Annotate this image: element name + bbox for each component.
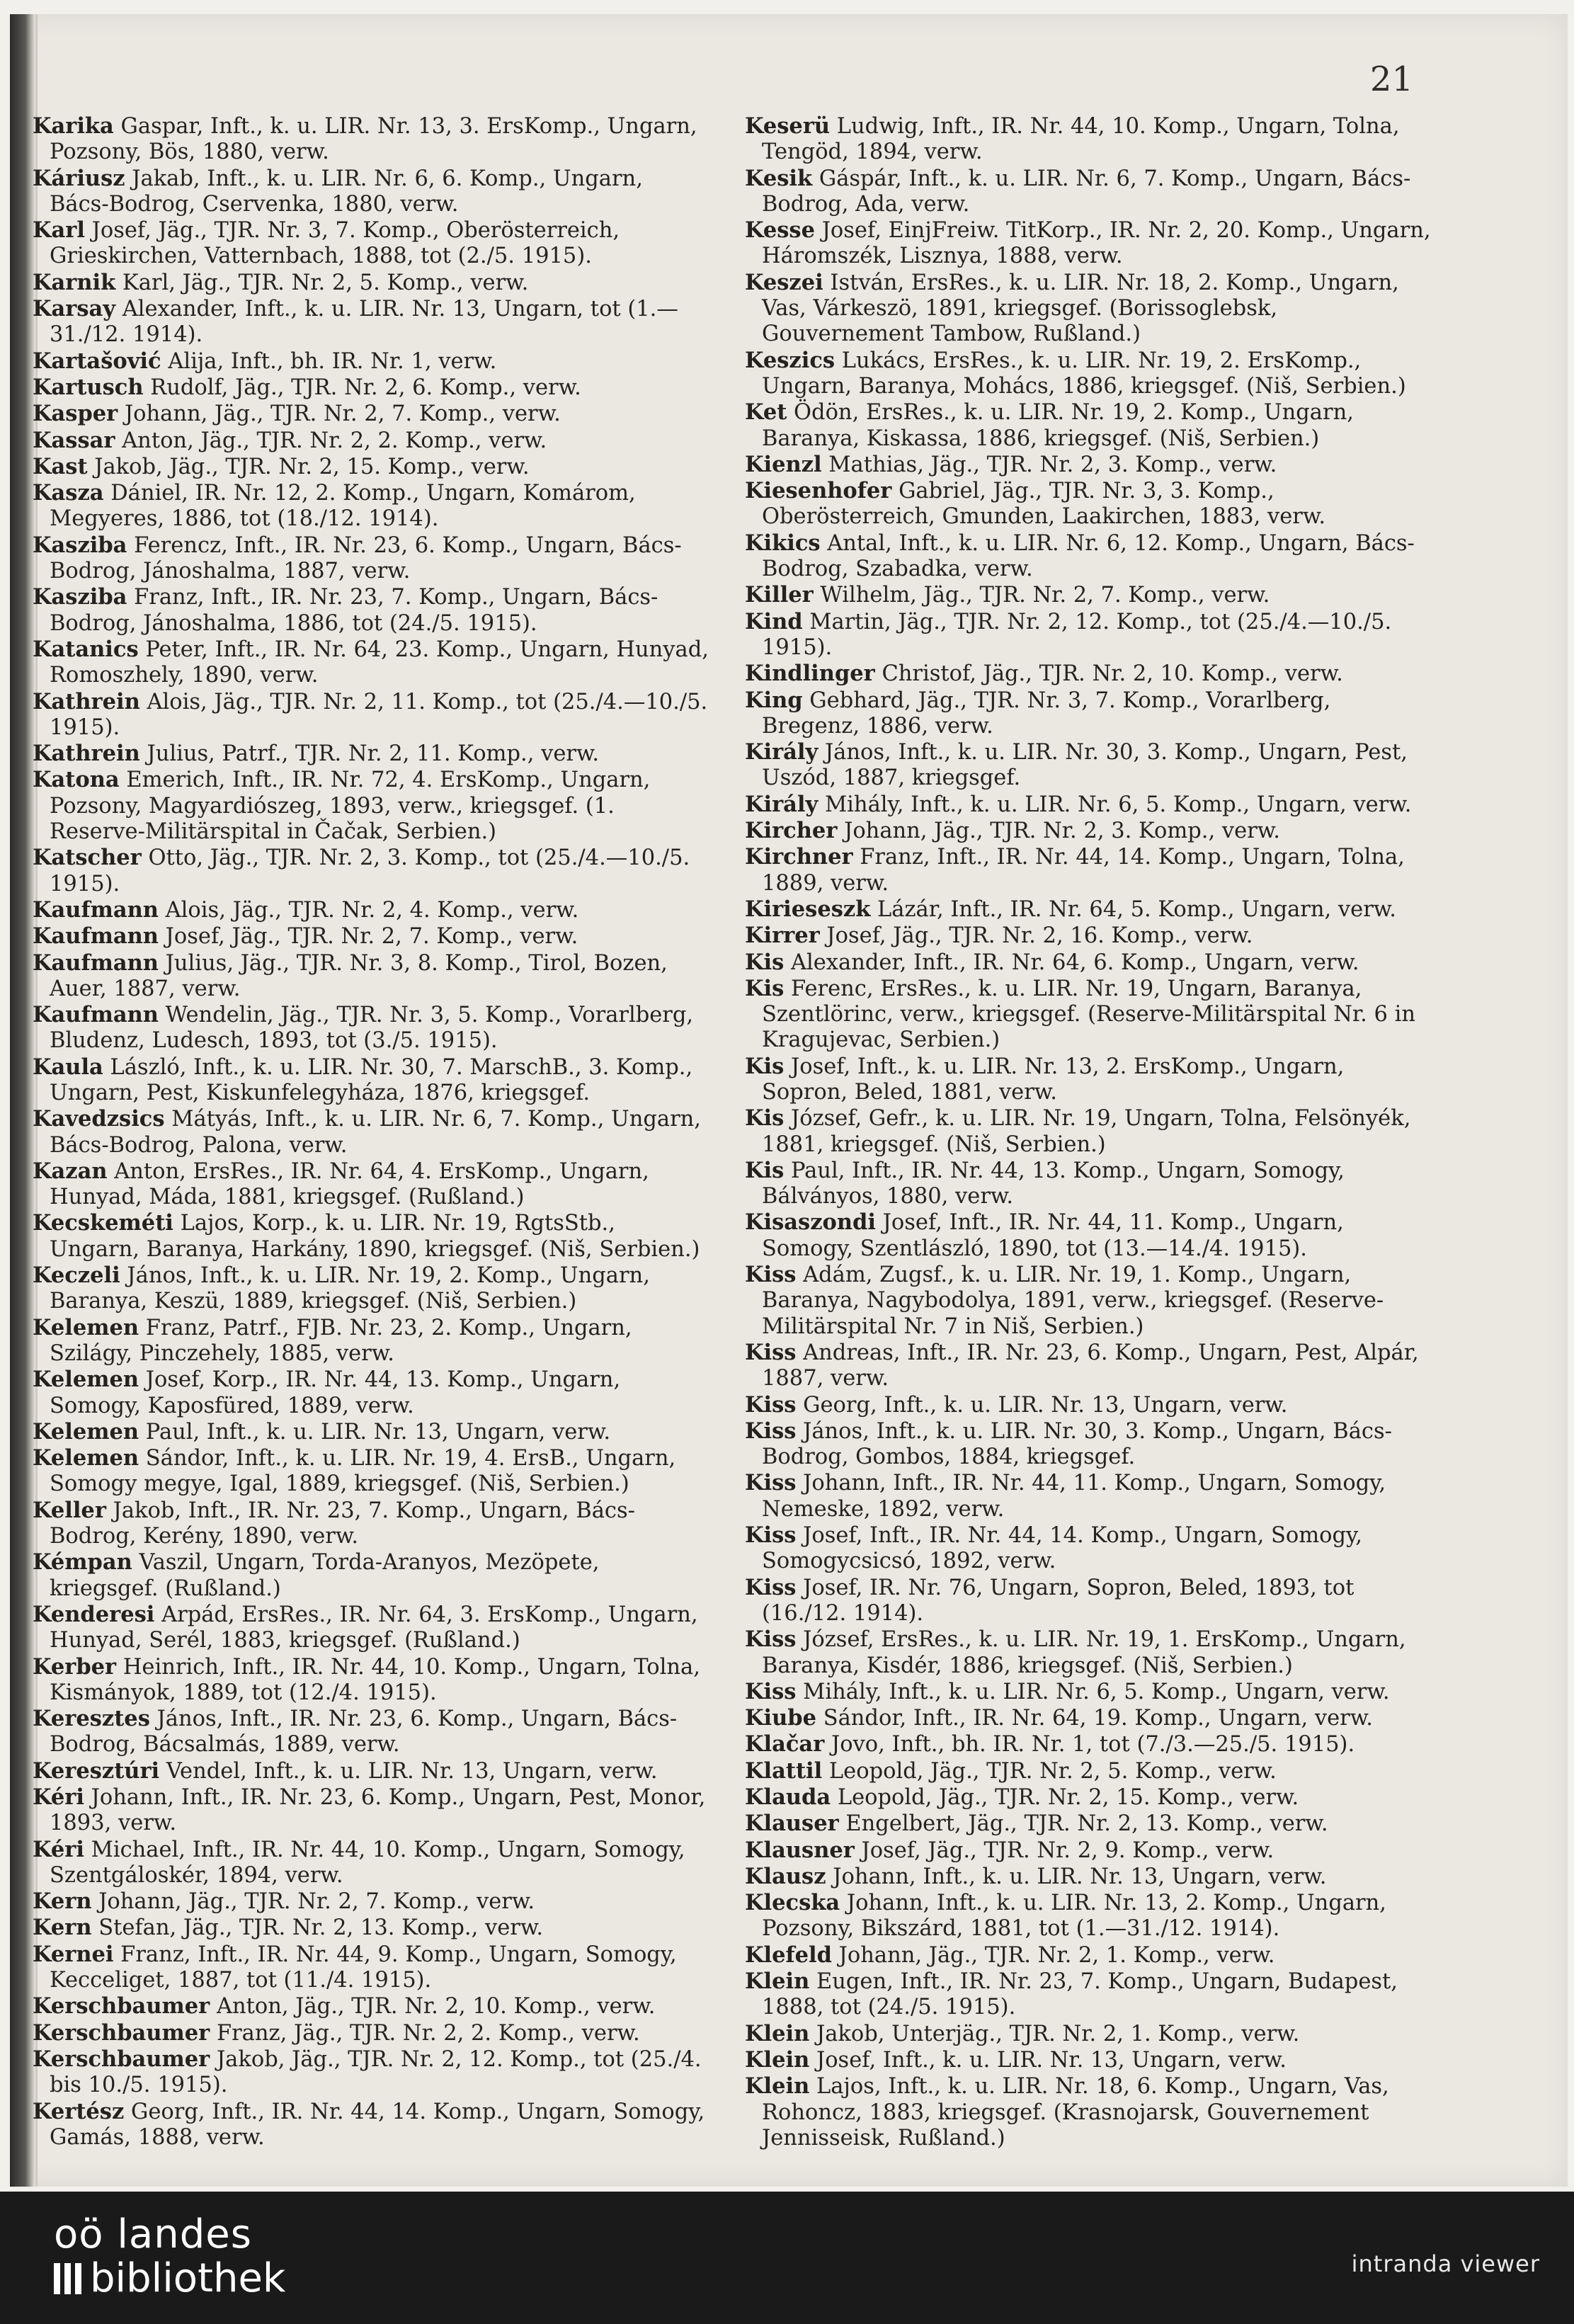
entry-details: Adám, Zugsf., k. u. LIR. Nr. 19, 1. Komp., Ungarn, Baranya, Nagybodolya, 1891, verw., kriegsgef. (Reserve-Militärspital Nr. 7 in Niš, Serbien.) xyxy=(762,1263,1384,1339)
entry-details: Lajos, Inft., k. u. LIR. Nr. 18, 6. Komp., Ungarn, Vas, Rohoncz, 1883, kriegsgef. (Krasnojarsk, Gouvernement Jennisseisk, Rußland.) xyxy=(762,2074,1389,2151)
entry-details: Heinrich, Inft., IR. Nr. 44, 10. Komp., Ungarn, Tolna, Kismányok, 1889, tot (12./4. 1915). xyxy=(50,1654,700,1705)
entry-surname: Karika xyxy=(33,113,114,139)
register-entry xyxy=(745,2047,1435,2073)
register-entry xyxy=(33,1654,709,1707)
register-entry xyxy=(745,530,1435,583)
entry-details: Josef, Korp., IR. Nr. 44, 13. Komp., Ungarn, Somogy, Kaposfüred, 1889, verw. xyxy=(50,1367,621,1418)
entry-surname: Kast xyxy=(33,453,88,479)
entry-surname: Killer xyxy=(745,582,814,608)
entry-details: Franz, Inft., IR. Nr. 23, 7. Komp., Ungarn, Bács-Bodrog, Jánoshalma, 1886, tot (24./5. 1915). xyxy=(50,585,658,636)
register-entry xyxy=(33,741,709,767)
entry-details: János, Inft., k. u. LIR. Nr. 19, 2. Komp., Ungarn, Baranya, Keszü, 1889, kriegsgef. (Niš, Serbien.) xyxy=(50,1263,650,1314)
entry-surname: Kelemen xyxy=(33,1367,139,1393)
register-entry xyxy=(745,818,1435,844)
entry-surname: Kerschbaumer xyxy=(33,1993,210,2020)
entry-details: Leopold, Jäg., TJR. Nr. 2, 5. Komp., verw. xyxy=(822,1758,1277,1784)
entry-surname: Kesse xyxy=(745,217,815,244)
entry-details: Johann, Jäg., TJR. Nr. 2, 1. Komp., verw. xyxy=(831,1942,1275,1968)
entry-surname: Kiube xyxy=(745,1705,817,1731)
entry-details: Jakob, Inft., IR. Nr. 23, 7. Komp., Ungarn, Bács-Bodrog, Kerény, 1890, verw. xyxy=(50,1498,635,1549)
register-entry xyxy=(745,1575,1435,1627)
register-entry xyxy=(745,582,1435,608)
entry-details: Rudolf, Jäg., TJR. Nr. 2, 6. Komp., verw. xyxy=(143,375,581,400)
register-entry xyxy=(33,1315,709,1367)
entry-surname: Katanics xyxy=(33,636,139,662)
entry-details: Gabriel, Jäg., TJR. Nr. 3, 3. Komp., Oberösterreich, Gmunden, Laakirchen, 1883, verw. xyxy=(762,479,1326,530)
entry-details: Ödön, ErsRes., k. u. LIR. Nr. 19, 2. Komp., Ungarn, Baranya, Kiskassa, 1886, kriegsgef. (Niš, Serbien.) xyxy=(762,400,1354,451)
register-entry xyxy=(745,896,1435,923)
entry-details: Ludwig, Inft., IR. Nr. 44, 10. Komp., Ungarn, Tolna, Tengöd, 1894, verw. xyxy=(762,114,1400,165)
register-entry xyxy=(33,1915,709,1941)
book-gutter xyxy=(10,14,35,2187)
entry-details: Jakob, Unterjäg., TJR. Nr. 2, 1. Komp., verw. xyxy=(809,2021,1300,2046)
entry-surname: Kasza xyxy=(33,480,104,506)
register-entry xyxy=(745,1705,1435,1731)
entry-surname: Kaula xyxy=(33,1054,103,1080)
register-entry xyxy=(745,1811,1435,1837)
entry-details: Ferenc, ErsRes., k. u. LIR. Nr. 19, Ungarn, Baranya, Szentlörinc, verw., kriegsgef. (Reserve-Militärspital Nr. 6 in Kragujevac, Serbien.) xyxy=(762,976,1416,1053)
entry-details: Mihály, Inft., k. u. LIR. Nr. 6, 5. Komp., Ungarn, verw. xyxy=(818,792,1412,817)
register-entry xyxy=(745,609,1435,661)
entry-details: Emerich, Inft., IR. Nr. 72, 4. ErsKomp., Ungarn, Pozsony, Magyardiószeg, 1893, verw., kriegsgef. (1. Reserve-Militärspital in Čačak, Serbien.) xyxy=(50,768,651,845)
entry-surname: Kecskeméti xyxy=(33,1210,173,1236)
entry-surname: Karl xyxy=(33,217,85,244)
left-column xyxy=(33,113,709,2151)
register-entry xyxy=(33,1602,709,1654)
register-entry xyxy=(745,2073,1435,2151)
entry-details: Julius, Patrf., TJR. Nr. 2, 11. Komp., verw. xyxy=(139,741,600,767)
register-entry xyxy=(745,1679,1435,1705)
entry-details: Antal, Inft., k. u. LIR. Nr. 6, 12. Komp., Ungarn, Bács-Bodrog, Szabadka, verw. xyxy=(762,530,1415,582)
entry-surname: Kelemen xyxy=(33,1418,139,1445)
entry-details: Lukács, ErsRes., k. u. LIR. Nr. 19, 2. ErsKomp., Ungarn, Baranya, Mohács, 1886, kriegsgef. (Niš, Serbien.) xyxy=(762,348,1406,399)
entry-details: Alexander, Inft., IR. Nr. 64, 6. Komp., Ungarn, verw. xyxy=(784,950,1359,975)
entry-surname: Kirrer xyxy=(745,923,820,949)
entry-details: Georg, Inft., IR. Nr. 44, 14. Komp., Ungarn, Somogy, Gamás, 1888, verw. xyxy=(50,2099,705,2150)
entry-surname: Király xyxy=(745,739,819,765)
entry-surname: Klausner xyxy=(745,1837,855,1863)
viewer-brand-label: intranda viewer xyxy=(1351,2250,1540,2277)
entry-surname: Kerschbaumer xyxy=(33,2020,210,2046)
register-entry xyxy=(33,845,709,897)
entry-surname: Kaufmann xyxy=(33,950,159,976)
entry-details: Johann, Inft., k. u. LIR. Nr. 13, 2. Komp., Ungarn, Pozsony, Bikszárd, 1881, tot (1.—31./12. 1914). xyxy=(762,1891,1386,1942)
register-entry xyxy=(33,401,709,427)
register-entry xyxy=(33,532,709,585)
entry-details: Karl, Jäg., TJR. Nr. 2, 5. Komp., verw. xyxy=(115,270,529,295)
register-entry xyxy=(33,166,709,218)
entry-details: Josef, EinjFreiw. TitKorp., IR. Nr. 2, 20. Komp., Ungarn, Háromszék, Lisznya, 1888, verw. xyxy=(762,218,1431,269)
register-entry xyxy=(33,1837,709,1889)
entry-surname: Kartašović xyxy=(33,348,161,374)
entry-surname: Ket xyxy=(745,399,787,426)
register-entry xyxy=(745,1627,1435,1679)
register-entry xyxy=(33,2099,709,2151)
entry-details: Josef, Inft., IR. Nr. 44, 14. Komp., Ungarn, Somogy, Somogycsicsó, 1892, verw. xyxy=(762,1523,1362,1574)
entry-surname: Kindlinger xyxy=(745,661,875,687)
scanned-page xyxy=(10,14,1568,2187)
entry-details: Alija, Inft., bh. IR. Nr. 1, verw. xyxy=(161,348,497,374)
entry-surname: Kartusch xyxy=(33,374,144,400)
entry-surname: Klein xyxy=(745,2046,810,2073)
entry-surname: Kaufmann xyxy=(33,896,159,923)
entry-details: István, ErsRes., k. u. LIR. Nr. 18, 2. Komp., Ungarn, Vas, Várkeszö, 1891, kriegsgef. (Borissoglebsk, Gouvernement Tambow, Rußland.) xyxy=(762,270,1399,347)
entry-surname: Kienzl xyxy=(745,451,822,477)
entry-details: Josef, Jäg., TJR. Nr. 2, 7. Komp., verw. xyxy=(158,924,578,950)
entry-surname: Kémpan xyxy=(33,1549,132,1576)
entry-surname: Kiesenhofer xyxy=(745,478,892,504)
register-entry xyxy=(745,1054,1435,1106)
entry-surname: Keszei xyxy=(745,269,823,295)
register-entry xyxy=(745,1838,1435,1864)
entry-surname: Kéri xyxy=(33,1836,84,1862)
entry-details: Johann, Jäg., TJR. Nr. 2, 3. Komp., verw. xyxy=(837,819,1280,844)
entry-surname: Kiss xyxy=(745,1574,797,1600)
register-entry xyxy=(745,1784,1435,1811)
entry-surname: King xyxy=(745,687,803,713)
register-entry xyxy=(745,661,1435,687)
register-entry xyxy=(33,375,709,401)
register-entry xyxy=(33,348,709,375)
logo-text-bottom: bibliothek xyxy=(90,2255,286,2301)
register-entry xyxy=(33,950,709,1003)
entry-details: Mátyás, Inft., k. u. LIR. Nr. 6, 7. Komp., Ungarn, Bács-Bodrog, Palona, verw. xyxy=(50,1107,701,1158)
entry-details: János, Inft., k. u. LIR. Nr. 30, 3. Komp., Ungarn, Bács-Bodrog, Gombos, 1884, kriegsgef. xyxy=(762,1418,1392,1470)
entry-details: Alois, Jäg., TJR. Nr. 2, 11. Komp., tot (25./4.—10./5. 1915). xyxy=(50,689,708,740)
entry-surname: Kirieseszk xyxy=(745,896,871,922)
entry-surname: Katscher xyxy=(33,845,142,871)
entry-details: Johann, Jäg., TJR. Nr. 2, 7. Komp., verw. xyxy=(118,401,561,427)
entry-details: Josef, Inft., k. u. LIR. Nr. 13, 2. ErsKomp., Ungarn, Sopron, Beled, 1881, verw. xyxy=(762,1054,1345,1105)
entry-details: Josef, Inft., IR. Nr. 44, 11. Komp., Ungarn, Somogy, Szentlászló, 1890, tot (13.—14./4. 1915). xyxy=(762,1210,1344,1261)
entry-surname: Klein xyxy=(745,2020,810,2046)
register-entry xyxy=(33,1758,709,1784)
register-entry xyxy=(33,1263,709,1315)
entry-details: Alexander, Inft., k. u. LIR. Nr. 13, Ungarn, tot (1.—31./12. 1914). xyxy=(50,297,678,348)
register-entry xyxy=(745,113,1435,166)
register-entry xyxy=(745,1864,1435,1890)
register-entry xyxy=(33,1419,709,1445)
entry-details: Josef, Jäg., TJR. Nr. 2, 9. Komp., verw. xyxy=(854,1838,1274,1863)
register-entry xyxy=(745,844,1435,896)
entry-surname: Kisaszondi xyxy=(745,1209,876,1236)
entry-surname: Kiss xyxy=(745,1522,797,1549)
entry-details: Paul, Inft., IR. Nr. 44, 13. Komp., Ungarn, Somogy, Bálványos, 1880, verw. xyxy=(762,1158,1345,1209)
entry-details: Alois, Jäg., TJR. Nr. 2, 4. Komp., verw. xyxy=(158,897,579,923)
register-entry xyxy=(33,1054,709,1107)
register-entry xyxy=(745,923,1435,949)
register-entry xyxy=(33,1002,709,1054)
entry-surname: Klecska xyxy=(745,1890,840,1916)
register-entry xyxy=(745,688,1435,740)
register-entry xyxy=(33,1367,709,1419)
entry-details: Anton, Jäg., TJR. Nr. 2, 2. Komp., verw. xyxy=(115,428,547,453)
entry-details: Anton, Jäg., TJR. Nr. 2, 10. Komp., verw. xyxy=(210,1994,656,2020)
entry-details: Vaszil, Ungarn, Torda-Aranyos, Mezöpete, kriegsgef. (Rußland.) xyxy=(50,1550,600,1601)
entry-surname: Kelemen xyxy=(33,1445,139,1471)
register-entry xyxy=(745,739,1435,792)
register-entry xyxy=(33,1106,709,1158)
entry-details: Christof, Jäg., TJR. Nr. 2, 10. Komp., verw. xyxy=(874,661,1343,687)
entry-details: Peter, Inft., IR. Nr. 64, 23. Komp., Ungarn, Hunyad, Romoszhely, 1890, verw. xyxy=(50,637,709,688)
register-entry xyxy=(745,1942,1435,1969)
entry-details: Eugen, Inft., IR. Nr. 23, 7. Komp., Ungarn, Budapest, 1888, tot (24./5. 1915). xyxy=(762,1969,1398,2020)
entry-surname: Kelemen xyxy=(33,1314,139,1340)
register-entry xyxy=(33,1889,709,1915)
entry-surname: Kasziba xyxy=(33,532,127,558)
logo-bars-icon xyxy=(54,2263,81,2294)
entry-surname: Kerber xyxy=(33,1653,117,1680)
register-entry xyxy=(745,1340,1435,1392)
entry-details: Anton, ErsRes., IR. Nr. 64, 4. ErsKomp., Ungarn, Hunyad, Máda, 1881, kriegsgef. (Rußland.) xyxy=(50,1158,649,1210)
entry-surname: Kiss xyxy=(745,1391,797,1418)
entry-details: Johann, Inft., IR. Nr. 44, 11. Komp., Ungarn, Somogy, Nemeske, 1892, verw. xyxy=(762,1471,1386,1522)
entry-surname: Kind xyxy=(745,608,803,634)
page-number: 21 xyxy=(1369,59,1413,99)
entry-details: Josef, Inft., k. u. LIR. Nr. 13, Ungarn, verw. xyxy=(809,2047,1287,2073)
entry-details: Franz, Inft., IR. Nr. 44, 9. Komp., Ungarn, Somogy, Kecceliget, 1887, tot (11./4. 1915). xyxy=(50,1942,677,1993)
entry-details: Dániel, IR. Nr. 12, 2. Komp., Ungarn, Komárom, Megyeres, 1886, tot (18./12. 1914). xyxy=(50,481,636,532)
logo-text-top: oö landes xyxy=(54,2211,252,2257)
entry-surname: Kircher xyxy=(745,818,838,844)
entry-surname: Karnik xyxy=(33,269,116,295)
entry-details: Engelbert, Jäg., TJR. Nr. 2, 13. Komp., verw. xyxy=(838,1811,1328,1837)
entry-surname: Káriusz xyxy=(33,165,125,191)
entry-surname: Kaufmann xyxy=(33,1002,159,1028)
entry-surname: Klefeld xyxy=(745,1942,832,1968)
entry-details: Josef, Jäg., TJR. Nr. 3, 7. Komp., Oberösterreich, Grieskirchen, Vatternbach, 1888, tot (2./5. 1915). xyxy=(50,218,620,269)
entry-surname: Kenderesi xyxy=(33,1601,155,1627)
entry-surname: Kesik xyxy=(745,165,813,191)
logo-text-bottom-row xyxy=(54,2257,285,2301)
right-column xyxy=(745,113,1435,2151)
register-entry xyxy=(745,270,1435,348)
entry-surname: Keller xyxy=(33,1497,106,1523)
entry-details: János, Inft., IR. Nr. 23, 6. Komp., Ungarn, Bács-Bodrog, Bácsalmás, 1889, verw. xyxy=(50,1707,678,1758)
register-entry xyxy=(745,1522,1435,1575)
entry-surname: Kern xyxy=(33,1915,92,1941)
entry-surname: Kiss xyxy=(745,1339,797,1365)
entry-surname: Keszics xyxy=(745,347,836,373)
register-entry xyxy=(33,480,709,532)
register-entry xyxy=(745,1392,1435,1418)
entry-surname: Klein xyxy=(745,1969,810,1995)
register-entry xyxy=(745,1470,1435,1522)
entry-details: Martin, Jäg., TJR. Nr. 2, 12. Komp., tot (25./4.—10./5. 1915). xyxy=(762,609,1392,660)
entry-details: Georg, Inft., k. u. LIR. Nr. 13, Ungarn, verw. xyxy=(796,1392,1288,1418)
entry-surname: Kiss xyxy=(745,1627,797,1653)
entry-surname: Kiss xyxy=(745,1418,797,1444)
entry-surname: Klauda xyxy=(745,1784,831,1810)
entry-details: Franz, Jäg., TJR. Nr. 2, 2. Komp., verw. xyxy=(210,2020,640,2046)
register-entry xyxy=(33,584,709,637)
entry-details: Lázár, Inft., IR. Nr. 64, 5. Komp., Ungarn, verw. xyxy=(870,896,1396,922)
entry-surname: Kathrein xyxy=(33,688,140,714)
entry-details: Jovo, Inft., bh. IR. Nr. 1, tot (7./3.—25./5. 1915). xyxy=(824,1732,1355,1758)
entry-surname: Kavedzsics xyxy=(33,1106,165,1132)
entry-surname: Katona xyxy=(33,767,120,793)
entry-details: Jakob, Jäg., TJR. Nr. 2, 15. Komp., verw. xyxy=(87,454,530,479)
register-entry xyxy=(33,1445,709,1498)
register-entry xyxy=(33,454,709,480)
register-entry xyxy=(33,897,709,923)
entry-surname: Klattil xyxy=(745,1758,823,1784)
entry-surname: Keresztúri xyxy=(33,1758,160,1784)
register-entry xyxy=(745,399,1435,452)
entry-surname: Kasziba xyxy=(33,584,127,610)
entry-surname: Kazan xyxy=(33,1158,108,1184)
entry-surname: Klačar xyxy=(745,1731,825,1758)
register-entry xyxy=(745,166,1435,218)
register-entry xyxy=(745,976,1435,1054)
register-entry xyxy=(745,1158,1435,1210)
entry-details: László, Inft., k. u. LIR. Nr. 30, 7. MarschB., 3. Komp., Ungarn, Pest, Kiskunfelegyháza, 1876, kriegsgef. xyxy=(50,1054,693,1105)
register-entry xyxy=(33,1158,709,1211)
register-entry xyxy=(33,923,709,950)
entry-details: Otto, Jäg., TJR. Nr. 2, 3. Komp., tot (25./4.—10./5. 1915). xyxy=(50,845,690,896)
entry-surname: Kassar xyxy=(33,427,115,453)
entry-details: Andreas, Inft., IR. Nr. 23, 6. Komp., Ungarn, Pest, Alpár, 1887, verw. xyxy=(762,1340,1419,1391)
entry-details: Wendelin, Jäg., TJR. Nr. 3, 5. Komp., Vorarlberg, Bludenz, Ludesch, 1893, tot (3./5. 1915). xyxy=(50,1003,694,1054)
entry-details: Jakab, Inft., k. u. LIR. Nr. 6, 6. Komp., Ungarn, Bács-Bodrog, Cservenka, 1880, verw. xyxy=(50,166,643,217)
entry-surname: Keczeli xyxy=(33,1263,120,1289)
entry-details: Wilhelm, Jäg., TJR. Nr. 2, 7. Komp., verw. xyxy=(813,583,1270,608)
entry-details: János, Inft., k. u. LIR. Nr. 30, 3. Komp., Ungarn, Pest, Uszód, 1887, kriegsgef. xyxy=(762,740,1408,791)
register-entry xyxy=(745,217,1435,270)
entry-surname: Kiss xyxy=(745,1262,797,1288)
register-entry xyxy=(745,1262,1435,1340)
entry-details: Josef, Jäg., TJR. Nr. 2, 16. Komp., verw. xyxy=(819,923,1253,949)
entry-details: Lajos, Korp., k. u. LIR. Nr. 19, RgtsStb., Ungarn, Baranya, Harkány, 1890, kriegsgef. (Niš, Serbien.) xyxy=(50,1211,700,1262)
entry-surname: Kaufmann xyxy=(33,923,159,950)
entry-details: József, ErsRes., k. u. LIR. Nr. 19, 1. ErsKomp., Ungarn, Baranya, Kisdér, 1886, kriegsgef. (Niš, Serbien.) xyxy=(762,1627,1406,1678)
entry-details: Johann, Inft., IR. Nr. 23, 6. Komp., Ungarn, Pest, Monor, 1893, verw. xyxy=(50,1785,706,1836)
entry-details: Julius, Jäg., TJR. Nr. 3, 8. Komp., Tirol, Bozen, Auer, 1887, verw. xyxy=(50,950,668,1001)
entry-surname: Kiss xyxy=(745,1470,797,1496)
register-entry xyxy=(33,2046,709,2099)
register-entry xyxy=(745,1969,1435,2021)
register-entry xyxy=(33,637,709,689)
entry-details: Franz, Inft., IR. Nr. 44, 14. Komp., Ungarn, Tolna, 1889, verw. xyxy=(762,845,1405,896)
entry-details: Gaspar, Inft., k. u. LIR. Nr. 13, 3. ErsKomp., Ungarn, Pozsony, Bös, 1880, verw. xyxy=(50,114,697,165)
entry-surname: Kiss xyxy=(745,1678,797,1704)
register-entry xyxy=(745,1758,1435,1784)
register-entry xyxy=(745,792,1435,818)
register-entry xyxy=(33,1993,709,2020)
entry-surname: Kernei xyxy=(33,1941,114,1967)
register-entry xyxy=(745,348,1435,400)
entry-details: Vendel, Inft., k. u. LIR. Nr. 13, Ungarn, verw. xyxy=(159,1758,658,1784)
entry-surname: Kis xyxy=(745,1157,785,1183)
register-entry xyxy=(33,217,709,270)
entry-surname: Keserü xyxy=(745,113,831,139)
register-entry xyxy=(33,689,709,741)
register-entry xyxy=(33,113,709,166)
entry-surname: Kis xyxy=(745,975,785,1001)
register-entry xyxy=(745,1418,1435,1471)
entry-details: Leopold, Jäg., TJR. Nr. 2, 15. Komp., verw. xyxy=(831,1785,1299,1810)
entry-surname: Kis xyxy=(745,1105,785,1132)
entry-surname: Kis xyxy=(745,949,785,975)
register-entry xyxy=(33,1784,709,1837)
entry-surname: Klausz xyxy=(745,1863,826,1889)
entry-surname: Kertész xyxy=(33,2098,125,2124)
entry-details: Johann, Jäg., TJR. Nr. 2, 7. Komp., verw. xyxy=(91,1889,535,1915)
register-entry xyxy=(745,478,1435,530)
entry-surname: Kéri xyxy=(33,1784,84,1810)
register-entry xyxy=(745,1209,1435,1262)
register-entry xyxy=(33,1549,709,1602)
register-entry xyxy=(745,1105,1435,1158)
entry-details: Stefan, Jäg., TJR. Nr. 2, 13. Komp., verw. xyxy=(91,1915,544,1941)
register-entry xyxy=(745,2021,1435,2047)
register-entry xyxy=(33,1706,709,1758)
entry-surname: Klauser xyxy=(745,1811,839,1837)
register-entry xyxy=(745,950,1435,976)
entry-surname: Kerschbaumer xyxy=(33,2046,210,2072)
register-entry xyxy=(745,1890,1435,1942)
register-entry xyxy=(33,767,709,845)
register-entry xyxy=(33,296,709,348)
register-entry xyxy=(33,1498,709,1550)
register-entry xyxy=(33,428,709,454)
entry-details: Sándor, Inft., k. u. LIR. Nr. 19, 4. ErsB., Ungarn, Somogy megye, Igal, 1889, kriegsgef. (Niš, Serbien.) xyxy=(50,1446,676,1497)
entry-details: Gebhard, Jäg., TJR. Nr. 3, 7. Komp., Vorarlberg, Bregenz, 1886, verw. xyxy=(762,688,1331,739)
register-entry xyxy=(33,2020,709,2046)
entry-surname: Kasper xyxy=(33,401,118,427)
entry-details: Paul, Inft., k. u. LIR. Nr. 13, Ungarn, verw. xyxy=(139,1419,611,1445)
register-entry xyxy=(33,1942,709,1994)
entry-details: Josef, IR. Nr. 76, Ungarn, Sopron, Beled, 1893, tot (16./12. 1914). xyxy=(762,1575,1355,1626)
register-entry xyxy=(745,452,1435,478)
entry-surname: Kern xyxy=(33,1889,92,1915)
entry-details: Johann, Inft., k. u. LIR. Nr. 13, Ungarn, verw. xyxy=(826,1864,1327,1889)
register-entry xyxy=(33,270,709,296)
entry-surname: Kathrein xyxy=(33,741,140,767)
entry-details: Jakob, Jäg., TJR. Nr. 2, 12. Komp., tot (25./4. bis 10./5. 1915). xyxy=(50,2046,702,2098)
register-entry xyxy=(745,1731,1435,1758)
entry-details: Ferencz, Inft., IR. Nr. 23, 6. Komp., Ungarn, Bács-Bodrog, Jánoshalma, 1887, verw. xyxy=(50,532,682,584)
entry-details: Gáspár, Inft., k. u. LIR. Nr. 6, 7. Komp., Ungarn, Bács-Bodrog, Ada, verw. xyxy=(762,166,1411,217)
entry-details: Arpád, ErsRes., IR. Nr. 64, 3. ErsKomp., Ungarn, Hunyad, Serél, 1883, kriegsgef. (Rußland.) xyxy=(50,1602,698,1653)
entry-details: József, Gefr., k. u. LIR. Nr. 19, Ungarn, Tolna, Felsönyék, 1881, kriegsgef. (Niš, Serbien.) xyxy=(762,1106,1411,1157)
library-logo[interactable] xyxy=(54,2213,285,2301)
entry-surname: Klein xyxy=(745,2073,810,2100)
entry-details: Franz, Patrf., FJB. Nr. 23, 2. Komp., Ungarn, Szilágy, Pinczehely, 1885, verw. xyxy=(50,1315,632,1366)
register-entry xyxy=(33,1210,709,1263)
entry-surname: Kirchner xyxy=(745,844,853,870)
entry-details: Mathias, Jäg., TJR. Nr. 2, 3. Komp., verw. xyxy=(821,452,1277,477)
entry-surname: Karsay xyxy=(33,296,115,322)
entry-details: Mihály, Inft., k. u. LIR. Nr. 6, 5. Komp., Ungarn, verw. xyxy=(796,1679,1390,1704)
entry-surname: Keresztes xyxy=(33,1706,150,1732)
entry-details: Sándor, Inft., IR. Nr. 64, 19. Komp., Ungarn, verw. xyxy=(816,1706,1373,1731)
entry-surname: Király xyxy=(745,791,819,817)
entry-surname: Kikics xyxy=(745,530,821,556)
entry-details: Michael, Inft., IR. Nr. 44, 10. Komp., Ungarn, Somogy, Szentgáloskér, 1894, verw. xyxy=(50,1837,685,1888)
entry-surname: Kis xyxy=(745,1053,785,1079)
